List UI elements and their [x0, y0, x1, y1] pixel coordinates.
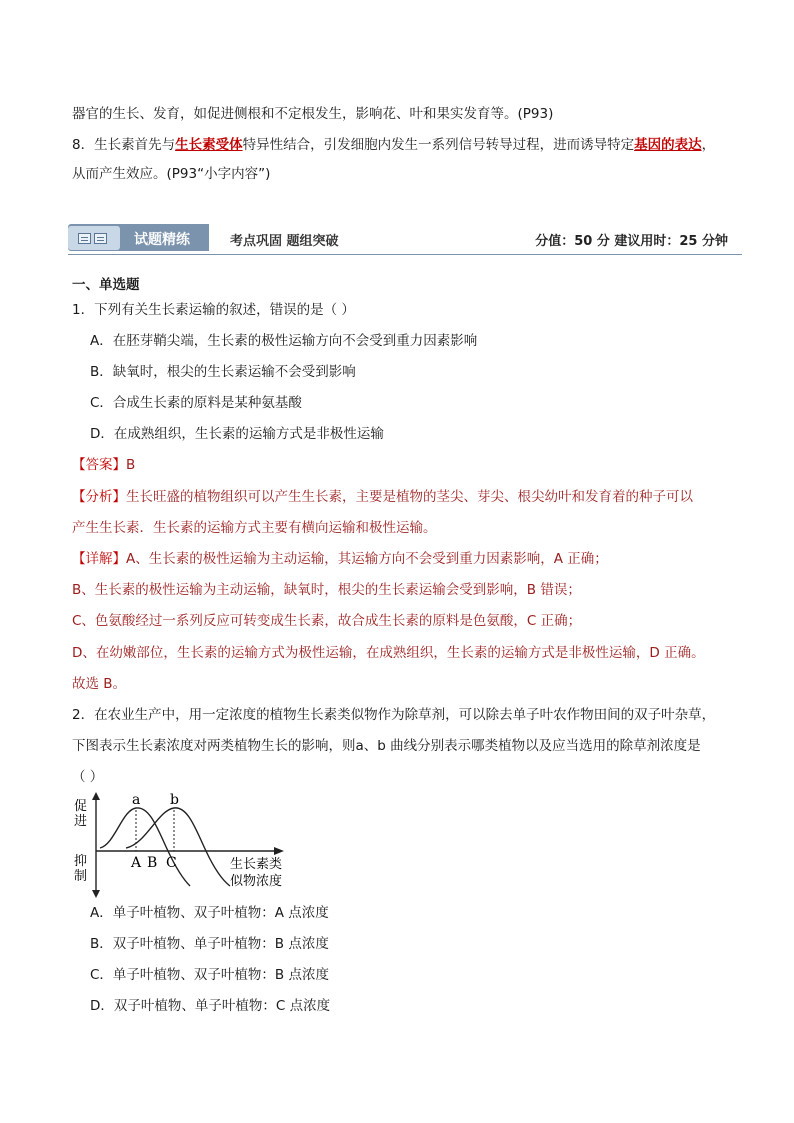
- q2-option-c: C．单子叶植物、双子叶植物：B 点浓度: [90, 967, 329, 983]
- item-8: [72, 135, 715, 155]
- analysis-tag: 【分析】: [72, 489, 126, 505]
- analysis-text: 生长旺盛的植物组织可以产生生长素，主要是植物的茎尖、芽尖、根尖幼叶和发育着的种子可以: [126, 489, 693, 505]
- banner-meta: 分值：50 分 建议用时：25 分钟: [535, 234, 728, 249]
- curve-b-label: b: [170, 792, 179, 808]
- section-heading: 一、单选题: [72, 277, 140, 293]
- q1-option-b: B．缺氧时，根尖的生长素运输不会受到影响: [90, 364, 356, 380]
- q1-stem: 1．下列有关生长素运输的叙述，错误的是（ ）: [72, 302, 355, 318]
- q1-option-a: A．在胚芽鞘尖端，生长素的极性运输方向不会受到重力因素影响: [90, 333, 478, 349]
- q1-option-d: D．在成熟组织，生长素的运输方式是非极性运输: [90, 426, 384, 442]
- answer-tag: 【答案】: [72, 457, 126, 473]
- item-8-continued: 从而产生效应。(P93“小字内容”): [72, 166, 271, 182]
- q1-conclusion: 故选 B。: [72, 676, 127, 692]
- item-8-text: 特异性结合，引发细胞内发生一系列信号转导过程，进而诱导特定: [242, 137, 635, 153]
- book-icon: [78, 233, 91, 244]
- growth-curve-figure: [60, 790, 300, 900]
- q1-detail-c: C、色氨酸经过一系列反应可转变成生长素，故合成生长素的原料是色氨酸，C 正确；: [72, 613, 582, 629]
- y-label-promote: 促进: [74, 799, 88, 829]
- y-label-inhibit: 抑制: [74, 854, 88, 884]
- q2-option-a: A．单子叶植物、双子叶植物：A 点浓度: [90, 905, 329, 921]
- x-label-line1: 生长素类: [230, 857, 283, 872]
- x-label-line2: 似物浓度: [230, 874, 283, 889]
- q1-analysis-continued: 产生生长素．生长素的运输方式主要有横向运输和极性运输。: [72, 520, 437, 536]
- item-8-text: 8．生长素首先与: [72, 137, 176, 153]
- q1-detail-b: B、生长素的极性运输为主动运输，缺氧时，根尖的生长素运输会受到影响，B 错误；: [72, 582, 581, 598]
- q1-detail-d: D、在幼嫩部位，生长素的运输方式为极性运输，在成熟组织，生长素的运输方式是非极性运输，D 正确。: [72, 645, 705, 661]
- item-8-text: ，: [701, 137, 716, 153]
- banner-subtitle: 考点巩固 题组突破: [230, 234, 339, 249]
- point-c-label: C: [166, 855, 177, 871]
- answer-value: B: [126, 457, 136, 473]
- y-axis-arrow-down: [92, 890, 100, 898]
- y-axis-arrow-up: [92, 792, 100, 800]
- curve-a: [100, 808, 190, 886]
- q1-answer: [72, 455, 135, 475]
- key-term-receptor: 生长素受体: [175, 137, 243, 153]
- x-axis-arrow: [274, 847, 284, 855]
- q2-option-d: D．双子叶植物、单子叶植物：C 点浓度: [90, 998, 331, 1014]
- intro-line: 器官的生长、发育，如促进侧根和不定根发生，影响花、叶和果实发育等。(P93): [72, 106, 554, 122]
- point-b-label: B: [147, 855, 158, 871]
- section-banner: [68, 224, 742, 256]
- key-term-gene-expression: 基因的表达: [634, 137, 702, 153]
- q2-stem: 2．在农业生产中，用一定浓度的植物生长素类似物作为除草剂，可以除去单子叶农作物田间的双子叶杂草，: [72, 707, 716, 723]
- detail-tag: 【详解】: [72, 551, 126, 567]
- q1-option-c: C．合成生长素的原料是某种氨基酸: [90, 395, 302, 411]
- q2-stem-continued: 下图表示生长素浓度对两类植物生长的影响，则a、b 曲线分别表示哪类植物以及应当选用的除草剂浓度是: [72, 738, 701, 754]
- curve-a-label: a: [132, 792, 141, 808]
- banner-underline: [68, 254, 742, 255]
- banner-title: 试题精练: [134, 232, 190, 248]
- curve-b: [126, 808, 230, 886]
- point-a-label: A: [131, 855, 142, 871]
- q2-option-b: B．双子叶植物、单子叶植物：B 点浓度: [90, 936, 329, 952]
- q1-detail: [72, 549, 608, 569]
- book-icon: [94, 233, 107, 244]
- detail-text: A、生长素的极性运输为主动运输，其运输方向不会受到重力因素影响，A 正确；: [126, 551, 608, 567]
- q2-stem-paren: （ ）: [72, 769, 104, 785]
- q1-analysis: [72, 487, 693, 507]
